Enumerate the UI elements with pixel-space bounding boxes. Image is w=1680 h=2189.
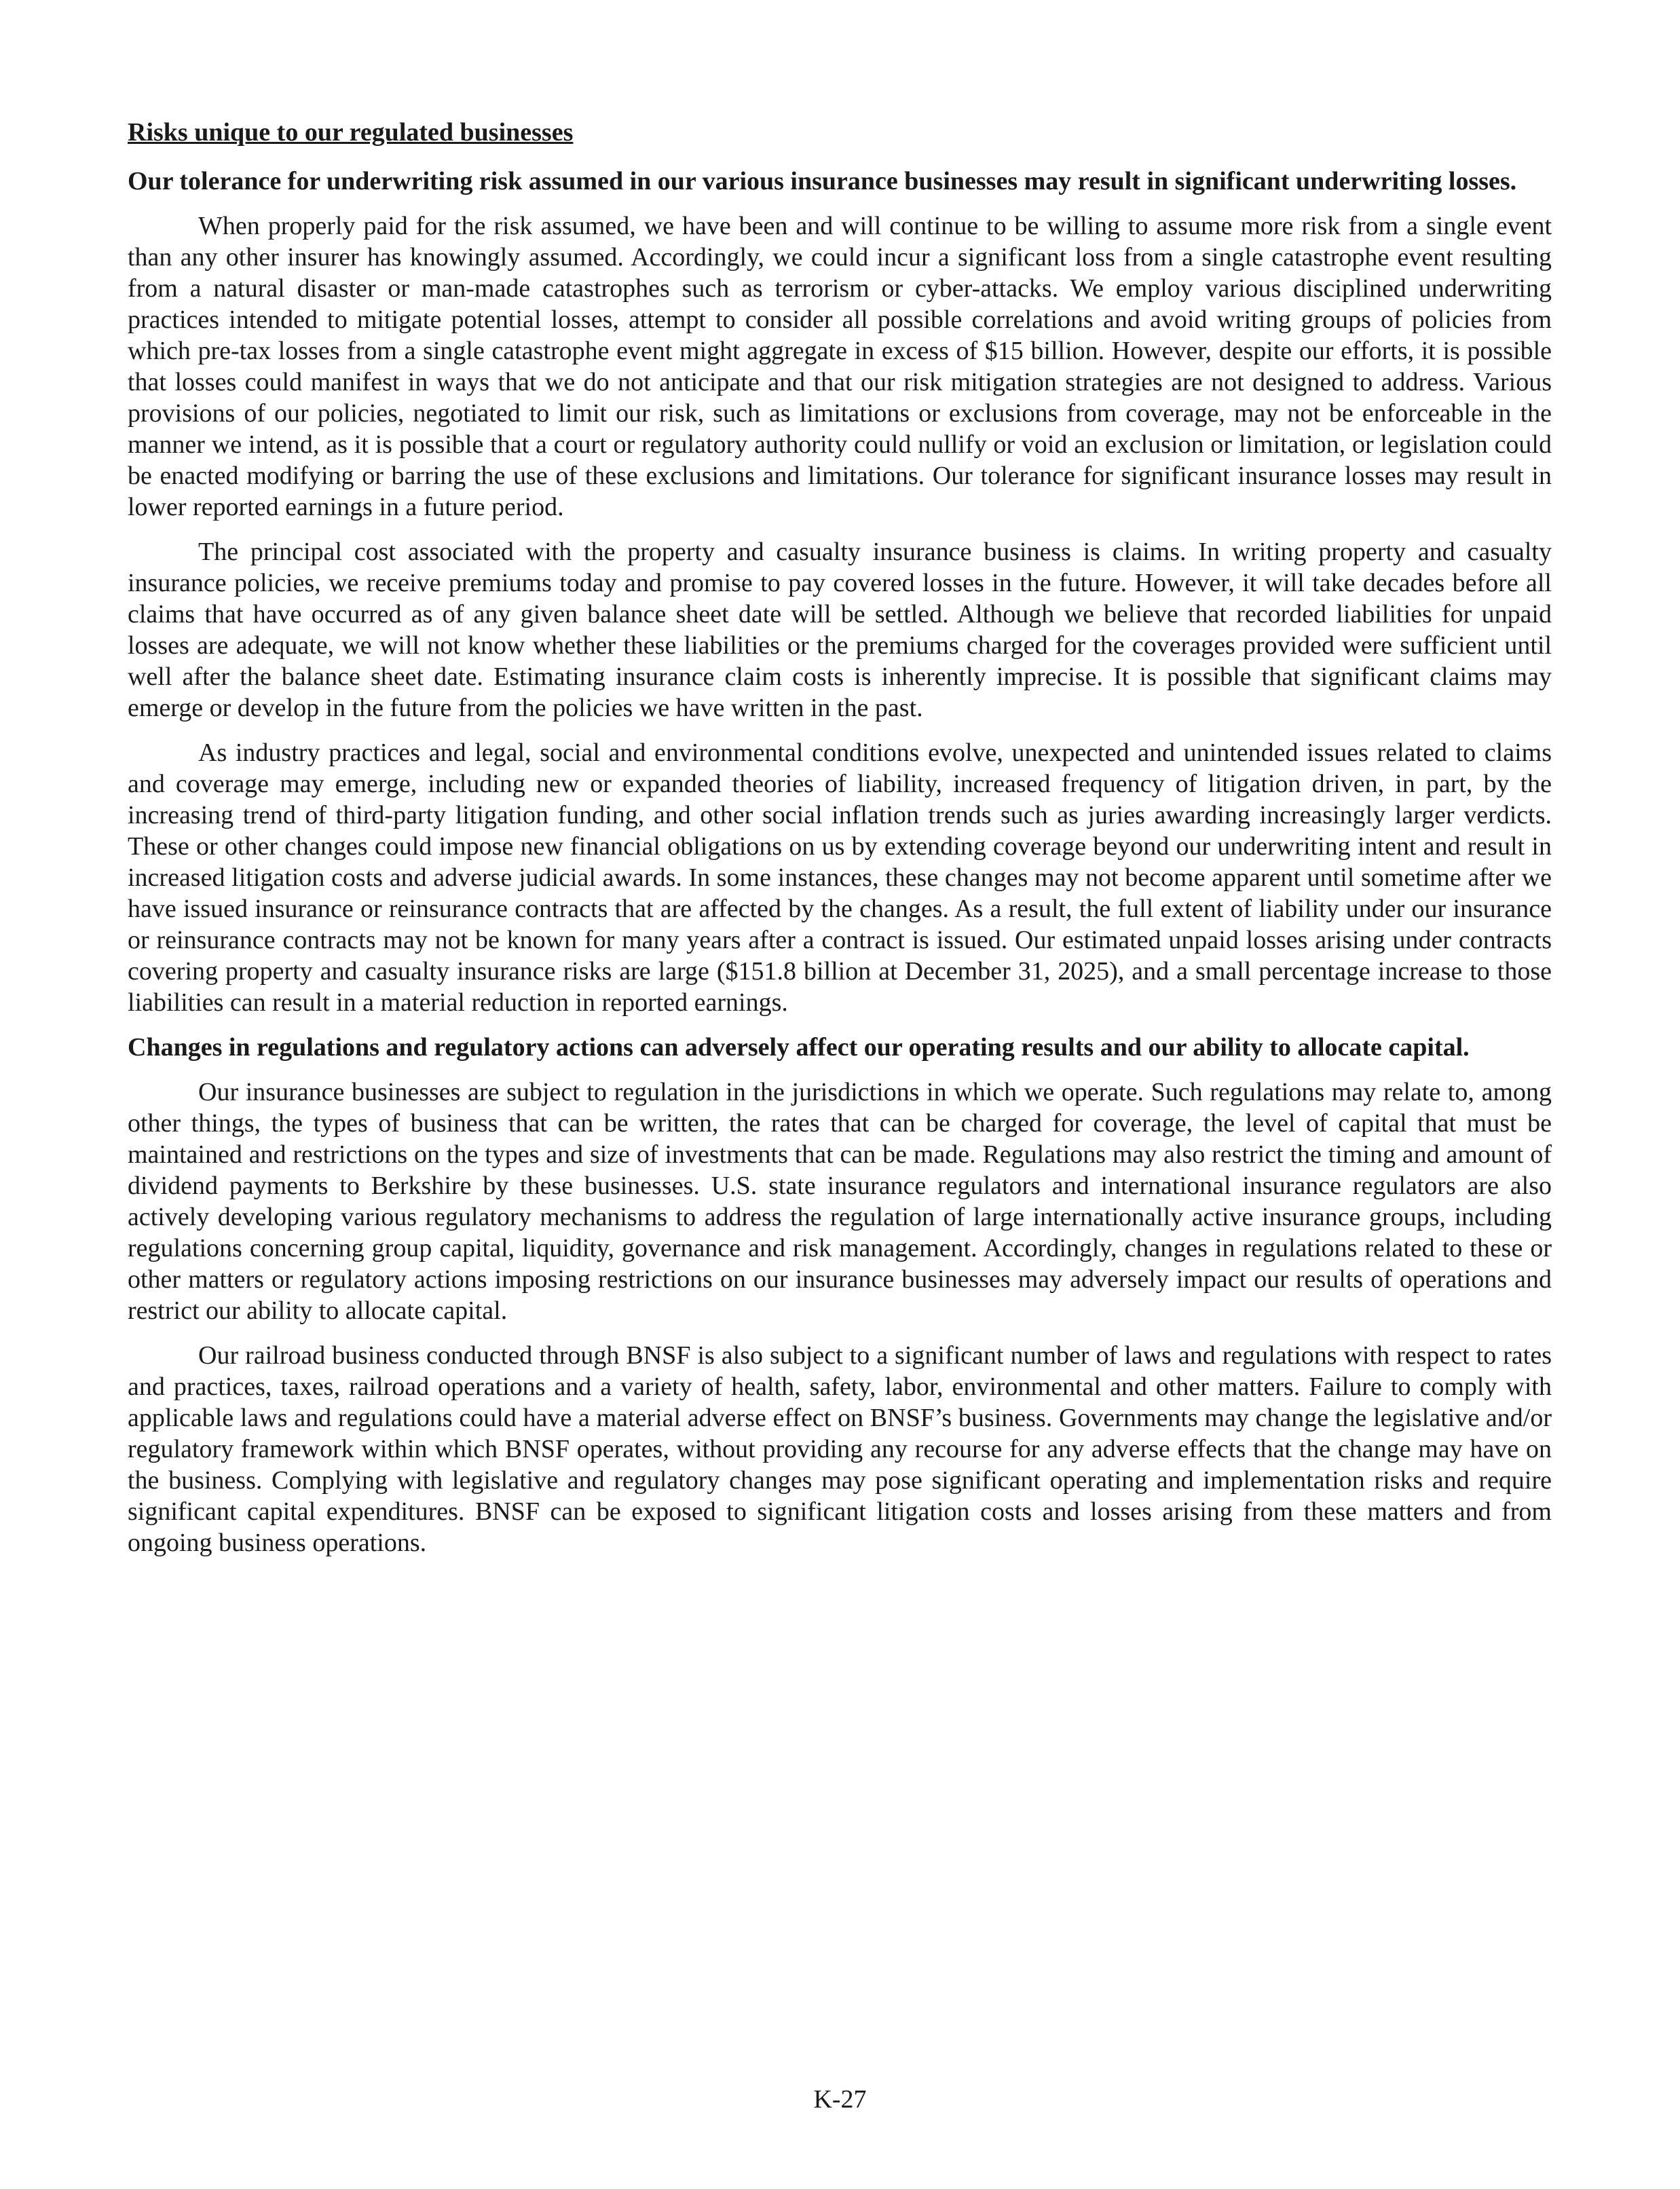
paragraph-insurance-regulation: Our insurance businesses are subject to regulation in the jurisdictions in which we operate. Such regulations may relate to, among other things, the types of business that can be written, the rates that can be charged for coverage, the level of capital that must be maintained and restrictions on the types and size of investments that can be made. Regulations may also restrict the timing and amount of dividend payments to Berkshire by these businesses. U.S. state insurance regulators and international insurance regulators are also actively developing various regulatory mechanisms to address the regulation of large internationally active insurance groups, including regulations concerning group capital, liquidity, governance and risk management. Accordingly, changes in regulations related to these or other matters or regulatory actions imposing restrictions on our insurance businesses may adversely impact our results of operations and restrict our ability to allocate capital. bbox=[128, 1078, 1552, 1325]
paragraph-claims-cost: The principal cost associated with the property and casualty insurance business is claims. In writing property and casualty insurance policies, we receive premiums today and promise to pay covered losses in the future. However, it will take decades before all claims that have occurred as of any given balance sheet date will be settled. Although we believe that recorded liabilities for unpaid losses are adequate, we will not know whether these liabilities or the premiums charged for the coverages provided were sufficient until well after the balance sheet date. Estimating insurance claim costs is inherently imprecise. It is possible that significant claims may emerge or develop in the future from the policies we have written in the past. bbox=[128, 538, 1552, 722]
section-title: Risks unique to our regulated businesses bbox=[128, 118, 574, 147]
paragraph-industry-practices: As industry practices and legal, social and environmental conditions evolve, unexpected and unintended issues related to claims and coverage may emerge, including new or expanded theories of liability, increased frequency of litigation driven, in part, by the increasing trend of third-party litigation funding, and other social inflation trends such as juries awarding increasingly larger verdicts. These or other changes could impose new financial obligations on us by extending coverage beyond our underwriting intent and result in increased litigation costs and adverse judicial awards. In some instances, these changes may not become apparent until sometime after we have issued insurance or reinsurance contracts that are affected by the changes. As a result, the full extent of liability under our insurance or reinsurance contracts may not be known for many years after a contract is issued. Our estimated unpaid losses arising under contracts covering property and casualty insurance risks are large ($151.8 billion at December 31, 2025), and a small percentage increase to those liabilities can result in a material reduction in reported earnings. bbox=[128, 738, 1552, 1017]
risk-heading-regulations: Changes in regulations and regulatory actions can adversely affect our operating results and our ability to allocate capital. bbox=[128, 1033, 1470, 1062]
paragraph-catastrophe-risk: When properly paid for the risk assumed, we have been and will continue to be willing to assume more risk from a single event than any other insurer has knowingly assumed. Accordingly, we could incur a significant loss from a single catastrophe event resulting from a natural disaster or man-made catastrophes such as terrorism or cyber-attacks. We employ various disciplined underwriting practices intended to mitigate potential losses, attempt to consider all possible correlations and avoid writing groups of policies from which pre-tax losses from a single catastrophe event might aggregate in excess of $15 billion. However, despite our efforts, it is possible that losses could manifest in ways that we do not anticipate and that our risk mitigation strategies are not designed to address. Various provisions of our policies, negotiated to limit our risk, such as limitations or exclusions from coverage, may not be enforceable in the manner we intend, as it is possible that a court or regulatory authority could nullify or void an exclusion or limitation, or legislation could be enacted modifying or barring the use of these exclusions and limitations. Our tolerance for significant insurance losses may result in lower reported earnings in a future period. bbox=[128, 212, 1552, 521]
page-number: K-27 bbox=[813, 2085, 867, 2114]
document-page bbox=[128, 117, 1552, 1572]
risk-heading-underwriting: Our tolerance for underwriting risk assumed in our various insurance businesses may result in significant underwriting losses. bbox=[128, 167, 1517, 195]
paragraph-railroad-regulation: Our railroad business conducted through BNSF is also subject to a significant number of laws and regulations with respect to rates and practices, taxes, railroad operations and a variety of health, safety, labor, environmental and other matters. Failure to comply with applicable laws and regulations could have a material adverse effect on BNSF’s business. Governments may change the legislative and/or regulatory framework within which BNSF operates, without providing any recourse for any adverse effects that the change may have on the business. Complying with legislative and regulatory changes may pose significant operating and implementation risks and require significant capital expenditures. BNSF can be exposed to significant litigation costs and losses arising from these matters and from ongoing business operations. bbox=[128, 1341, 1552, 1557]
